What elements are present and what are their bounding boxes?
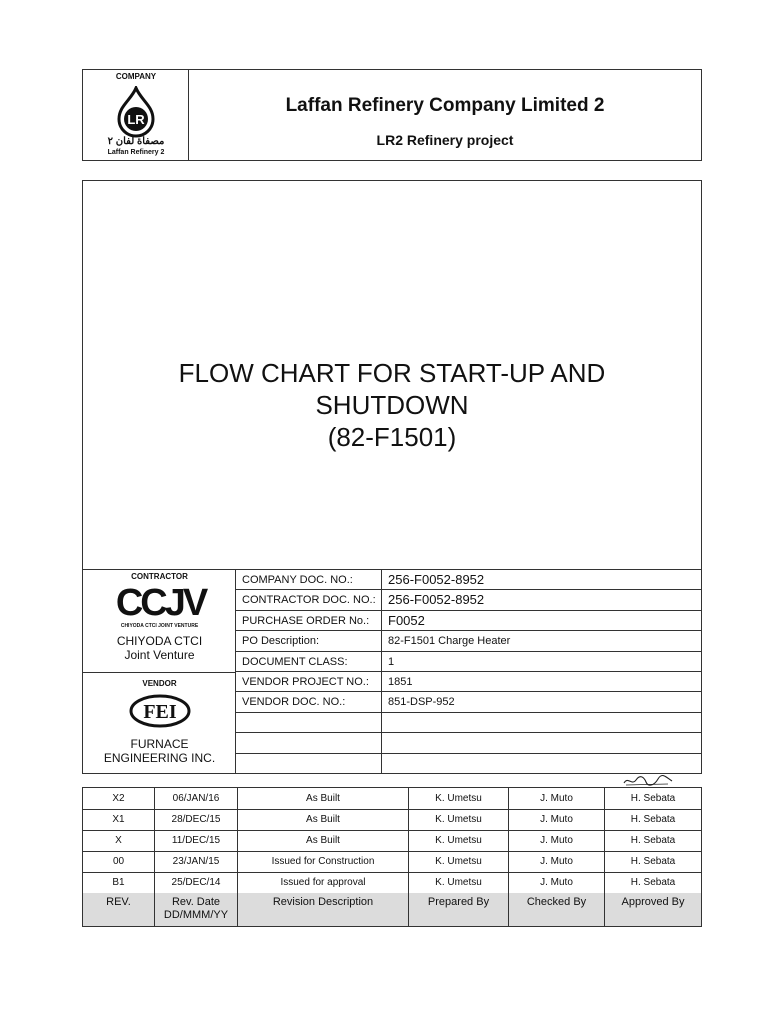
doc-info-value: F0052 (388, 612, 425, 628)
doc-info-key (236, 733, 382, 752)
revision-cell-rev: X (83, 830, 155, 851)
revision-cell-prepared: K. Umetsu (409, 809, 509, 830)
revision-cell-approved: H. Sebata (630, 793, 676, 804)
revision-row (83, 872, 701, 894)
doc-info-row (236, 754, 701, 774)
revision-header-rev (83, 893, 155, 926)
company-label: COMPANY (115, 72, 157, 81)
ccjv-logo-icon: CCJV (115, 582, 206, 624)
doc-info-key (236, 754, 382, 774)
revision-header-prepared (409, 893, 509, 926)
doc-info-key: PO Description: (236, 631, 382, 650)
title-line-2: SHUTDOWN (315, 390, 469, 420)
revision-cell-prepared: K. Umetsu (409, 830, 509, 851)
svg-text:LR: LR (127, 112, 145, 127)
doc-info-row (236, 672, 701, 692)
revision-header-row (83, 893, 701, 926)
doc-info-value: 256-F0052-8952 (388, 592, 485, 608)
doc-info-key: DOCUMENT CLASS: (236, 652, 382, 671)
doc-info-row (236, 733, 701, 753)
vendor-name-line-2: ENGINEERING INC. (103, 751, 216, 765)
revision-row (83, 788, 701, 810)
revision-row (83, 851, 701, 873)
vendor-name-line-1: FURNACE (130, 737, 189, 751)
revision-header-label: REV. (106, 896, 131, 908)
revision-cell-desc: As Built (238, 788, 409, 809)
title-line-1: FLOW CHART FOR START-UP AND (178, 358, 606, 388)
revision-cell-date: 11/DEC/15 (155, 830, 238, 851)
doc-info-value (382, 733, 701, 752)
doc-info-row (236, 611, 701, 631)
revision-cell-rev: X1 (83, 809, 155, 830)
doc-info-row (236, 590, 701, 610)
contractor-label: CONTRACTOR (131, 572, 188, 581)
revision-cell-approved: H. Sebata (630, 814, 676, 825)
revision-cell-rev: 00 (83, 851, 155, 872)
revision-cell-desc: Issued for Construction (238, 851, 409, 872)
revision-cell-approved: H. Sebata (630, 835, 676, 846)
revision-header-label: Revision Description (272, 896, 374, 908)
doc-info-key: VENDOR DOC. NO.: (236, 692, 382, 711)
title-line-3: (82-F1501) (327, 422, 457, 452)
document-info-area (83, 569, 701, 773)
document-title (83, 357, 701, 453)
header-box (82, 69, 702, 161)
revision-cell-date: 23/JAN/15 (155, 851, 238, 872)
lr2-logo-icon (105, 86, 167, 138)
contractor-cell (83, 570, 236, 673)
company-logo-cell (83, 70, 189, 160)
doc-info-row (236, 631, 701, 651)
vendor-label: VENDOR (142, 679, 177, 688)
revision-cell-checked: J. Muto (509, 830, 605, 851)
main-box (82, 180, 702, 774)
contractor-logo-subtitle: CHIYODA CTCI JOINT VENTURE (120, 623, 199, 629)
revision-cell-date: 06/JAN/16 (155, 788, 238, 809)
doc-info-key: VENDOR PROJECT NO.: (236, 672, 382, 691)
doc-info-row (236, 692, 701, 712)
revision-row (83, 830, 701, 852)
doc-info-value: 82-F1501 Charge Heater (388, 635, 511, 648)
revision-cell-checked: J. Muto (509, 872, 605, 893)
doc-info-key: PURCHASE ORDER No.: (236, 611, 382, 630)
revision-header-date (155, 893, 238, 926)
revision-cell-approved: H. Sebata (630, 877, 676, 888)
revision-header-approved (605, 893, 701, 926)
revision-cell-desc: As Built (238, 830, 409, 851)
logo-arabic-name: مصفاة لفان ٢ (107, 136, 165, 147)
revision-header-label: Checked By (526, 896, 587, 908)
revision-cell-prepared: K. Umetsu (409, 851, 509, 872)
revision-header-label: Approved By (621, 896, 685, 908)
revision-cell-prepared: K. Umetsu (409, 872, 509, 893)
fei-logo-text: FEI (143, 701, 177, 723)
doc-info-value: 256-F0052-8952 (388, 572, 485, 587)
company-title: Laffan Refinery Company Limited 2 (285, 95, 605, 116)
revision-cell-checked: J. Muto (509, 851, 605, 872)
revision-cell-desc: Issued for approval (238, 872, 409, 893)
revision-cell-rev: X2 (83, 788, 155, 809)
revision-header-desc (238, 893, 409, 926)
doc-info-key: CONTRACTOR DOC. NO.: (236, 590, 382, 609)
doc-info-value (382, 754, 701, 774)
contractor-name-line-2: Joint Venture (124, 648, 195, 662)
revision-table (82, 787, 702, 927)
logo-english-name: Laffan Refinery 2 (107, 149, 165, 156)
doc-info-key (236, 713, 382, 732)
revision-cell-checked: J. Muto (509, 788, 605, 809)
revision-cell-date: 28/DEC/15 (155, 809, 238, 830)
revision-header-checked (509, 893, 605, 926)
revision-cell-desc: As Built (238, 809, 409, 830)
doc-info-key: COMPANY DOC. NO.: (236, 570, 382, 589)
revision-header-label: Prepared By (427, 896, 490, 908)
revision-header-label: Rev. Date (171, 896, 221, 908)
signature-mark-icon (622, 774, 674, 788)
revision-header-date-format: DD/MMM/YY (163, 909, 229, 921)
revision-cell-checked: J. Muto (509, 809, 605, 830)
revision-cell-date: 25/DEC/14 (155, 872, 238, 893)
revision-cell-rev: B1 (83, 872, 155, 893)
doc-info-row (236, 713, 701, 733)
fei-logo-icon (129, 694, 191, 728)
revision-cell-approved: H. Sebata (630, 856, 676, 867)
doc-info-value: 1 (388, 655, 395, 668)
doc-info-row (236, 652, 701, 672)
contractor-name-line-1: CHIYODA CTCI (116, 634, 203, 648)
doc-info-value (382, 713, 701, 732)
doc-info-row (236, 570, 701, 590)
doc-info-value: 851-DSP-952 (388, 696, 455, 709)
doc-info-value: 1851 (388, 676, 413, 688)
revision-cell-prepared: K. Umetsu (409, 788, 509, 809)
project-title: LR2 Refinery project (376, 132, 514, 148)
revision-row (83, 809, 701, 831)
vendor-cell (83, 673, 236, 774)
